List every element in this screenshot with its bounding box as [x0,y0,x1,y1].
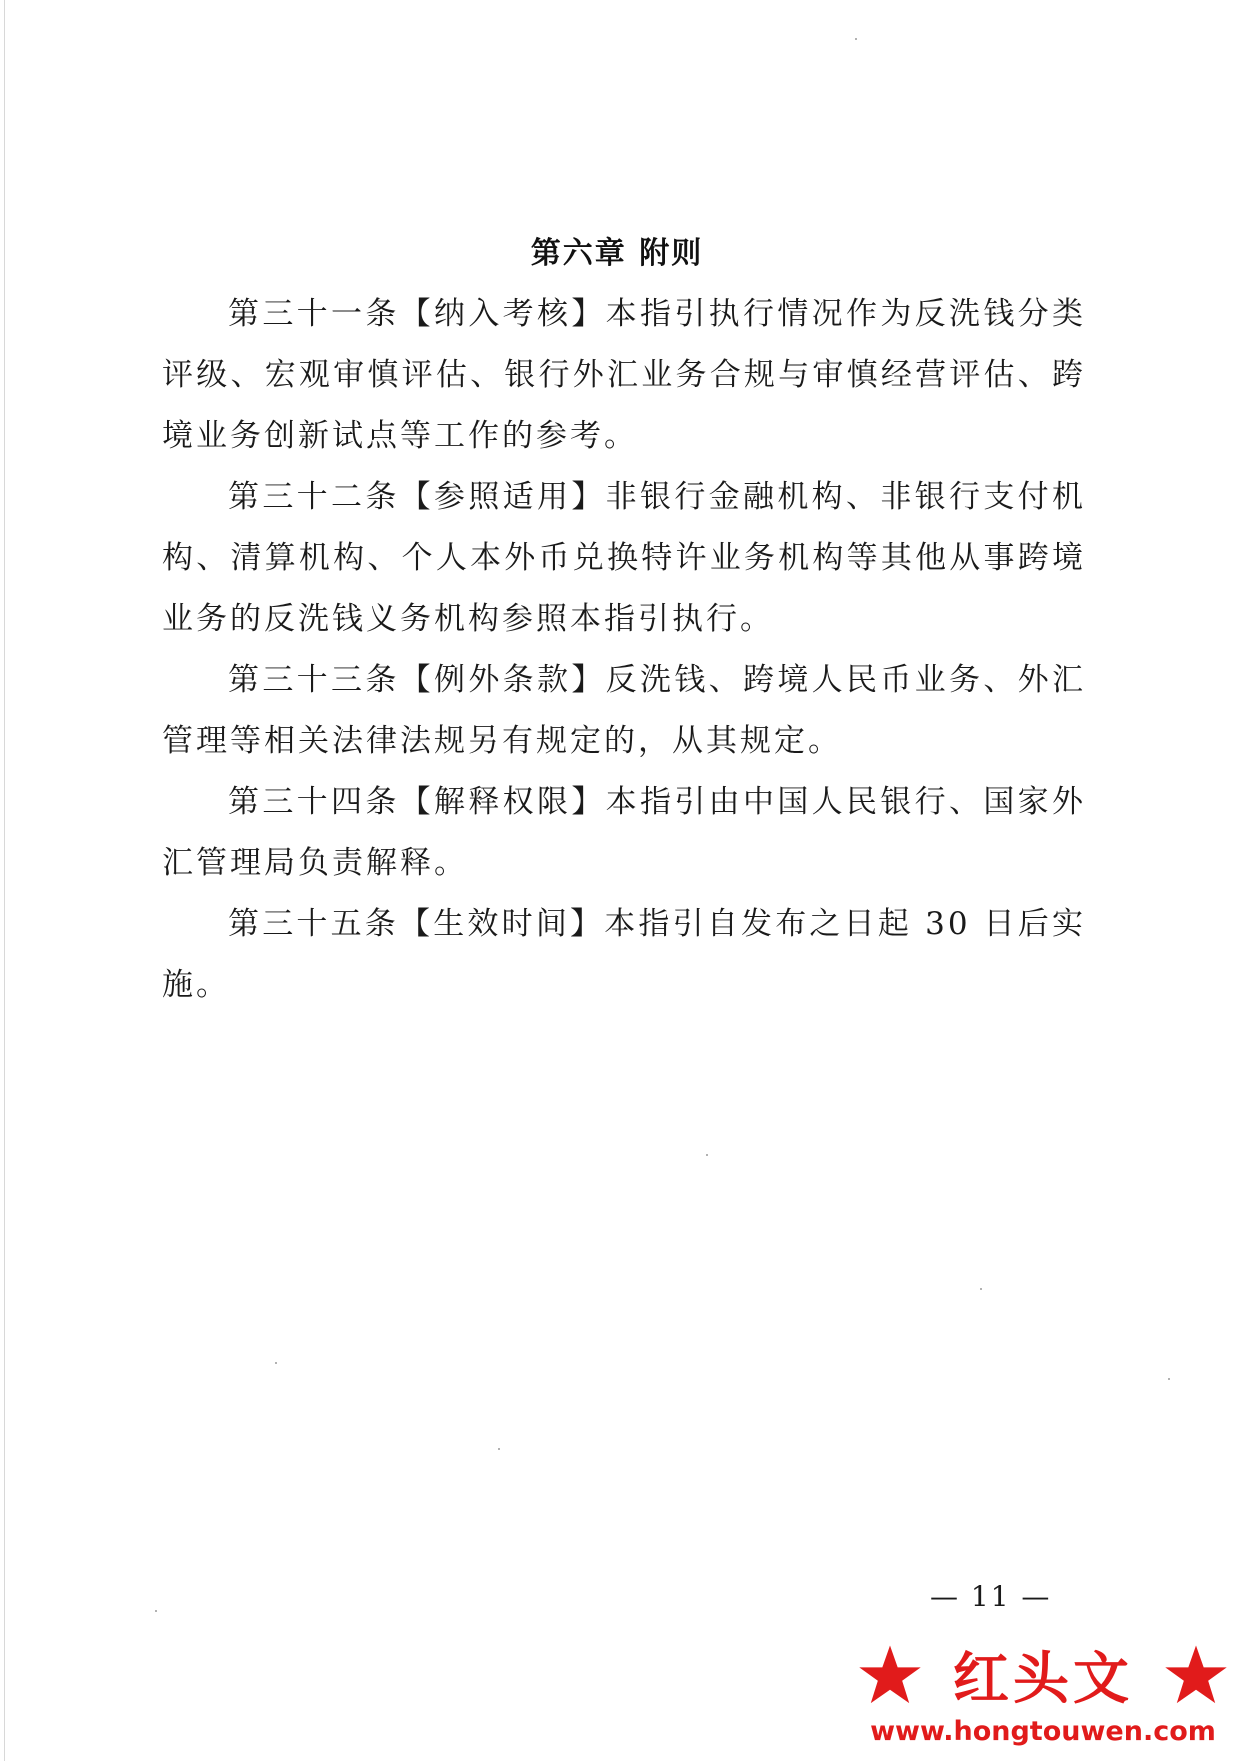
scan-speck [980,1288,982,1290]
scan-speck [1168,1378,1170,1380]
article-32: 第三十二条【参照适用】非银行金融机构、非银行支付机构、清算机构、个人本外币兑换特许业务机构等其他从事跨境业务的反洗钱义务机构参照本指引执行。 [162,479,1086,637]
page-number: — 11 — [930,1580,1052,1613]
article-33: 第三十三条【例外条款】反洗钱、跨境人民币业务、外汇管理等相关法律法规另有规定的，从其规定。 [162,662,1086,759]
star-icon [1164,1643,1228,1707]
scan-speck [855,38,857,40]
scan-speck [706,1154,708,1156]
article-31: 第三十一条【纳入考核】本指引执行情况作为反洗钱分类评级、宏观审慎评估、银行外汇业务合规与审慎经营评估、跨境业务创新试点等工作的参考。 [162,296,1086,454]
scan-speck [155,1610,157,1612]
watermark [858,1640,1228,1752]
watermark-url: www.hongtouwen.com [870,1716,1216,1747]
scan-speck [275,1362,277,1364]
star-icon [858,1643,922,1707]
article-34: 第三十四条【解释权限】本指引由中国人民银行、国家外汇管理局负责解释。 [162,784,1086,881]
watermark-text: 红头文 [953,1647,1133,1712]
article-35: 第三十五条【生效时间】本指引自发布之日起 30 日后实施。 [162,906,1086,1003]
scan-speck [498,1448,500,1450]
watermark-row [858,1640,1228,1710]
chapter-title: 第六章 附则 [530,236,704,271]
